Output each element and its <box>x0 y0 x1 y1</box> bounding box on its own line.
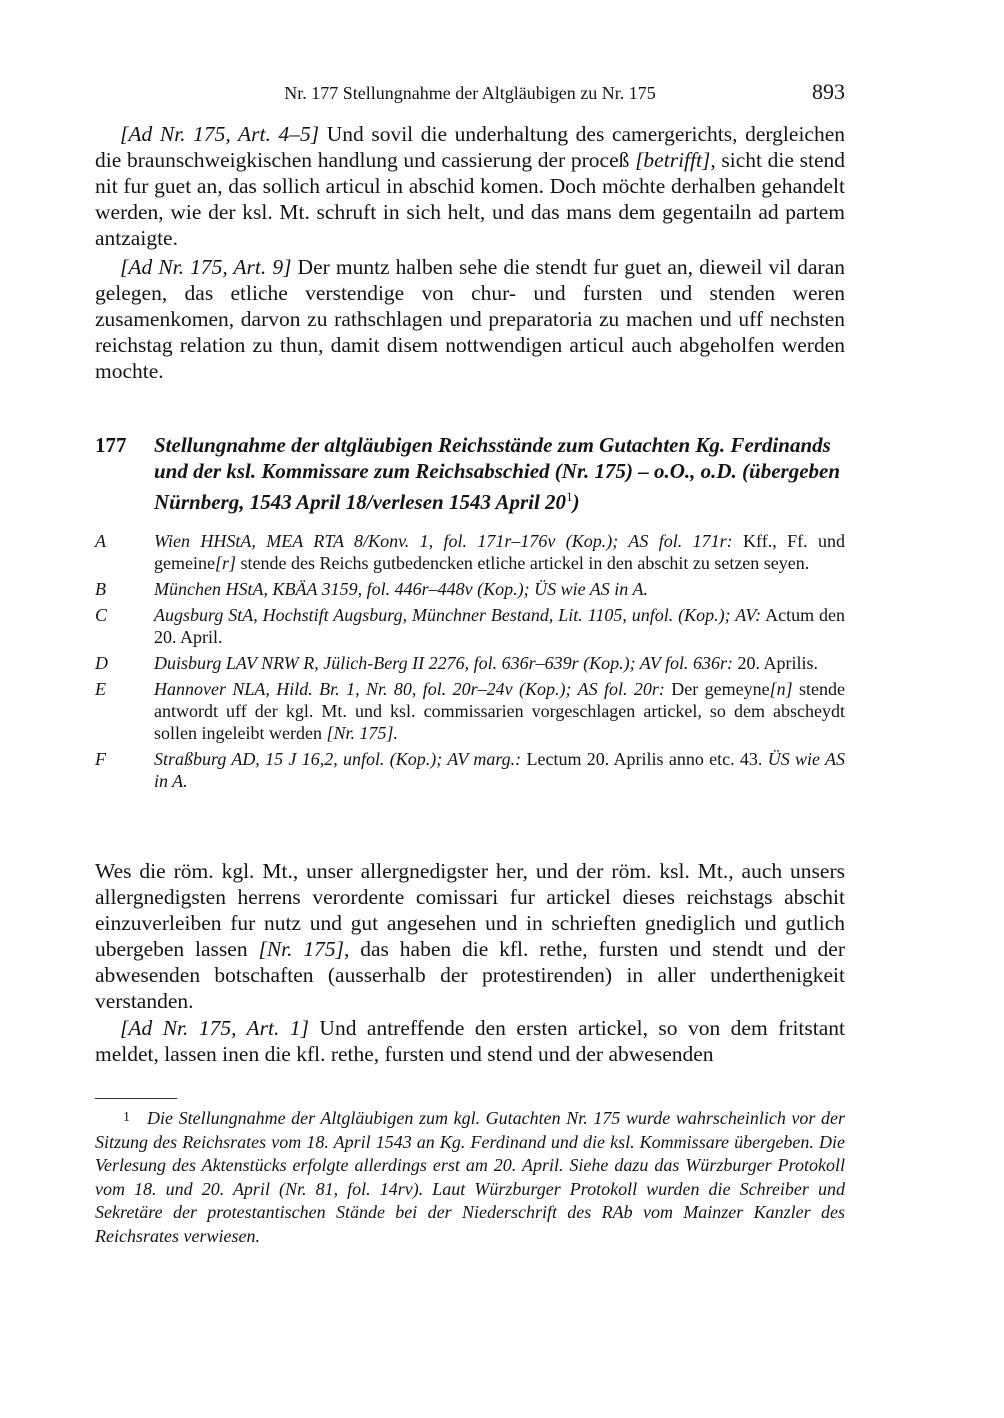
paragraph-text: Und sovil die underhaltung des camergerichts, dergleichen die braunschweigkischen handlung und cassierung der proceß <box>95 122 846 172</box>
paragraph-text: , sicht die stend nit fur guet an, das sollich articul in abschid komen. Doch möchte derhalben gehandelt werden, wie der ksl. Mt. schruft in sich helt, und das mans dem gegentailn ad partem antzaigte. <box>95 148 845 250</box>
footnote-text: Die Stellungnahme der Altgläubigen zum kgl. Gutachten Nr. 175 wurde wahrscheinlich vor der Sitzung des Reichsrates vom 18. April 1543 an Kg. Ferdinand und die ksl. Kommissare übergeben. Die Verlesung des Aktenstücks erfolgte allerdings erst am 20. April. Siehe dazu das Würzburger Protokoll vom 18. und 20. April (Nr. 81, fol. 14rv). Laut Würzburger Protokoll wurden die Schreiber und Sekretäre der protestantischen Stände bei der Niederschrift des RAb vom Mainzer Kanzler des Reichsrates verwiesen. <box>95 1108 845 1246</box>
source-siglum: B <box>95 579 106 599</box>
source-entry <box>95 652 845 674</box>
source-description: Hannover NLA, Hild. Br. 1, Nr. 80, fol. 20r–24v (Kop.); AS fol. 20r: Der gemeyne[n] stende antwordt uff der kgl. Mt. und ksl. commissarien vorgeschlagen artickel, so dem abscheydt sollen ingeleibt werden [Nr. 175]. <box>154 679 846 743</box>
running-header <box>95 79 845 109</box>
source-entry <box>95 578 845 600</box>
paragraph-art-9 <box>95 254 845 384</box>
paragraph-text: , das haben die kfl. rethe, fursten und stendt und der abwesenden botschaften (ausserhalb der protestirenden) in aller underthenigkeit verstanden. <box>95 937 846 1013</box>
paragraph-art-1 <box>95 1015 845 1067</box>
paragraph-text: Der muntz halben sehe die stendt fur guet an, dieweil vil daran gelegen, das etliche verstendige von chur- und fursten und stenden weren zusamenkomen, darvon zu rathschlagen und preparatoria zu machen und uff nechsten reichstag relation zu thun, damit disem nottwendigen articul auch abgeholfen werden mochte. <box>95 255 845 383</box>
paragraph-text: Und antreffende den ersten artickel, so von dem fritstant meldet, lassen inen die kfl. rethe, fursten und stend und der abwesenden <box>95 1016 846 1066</box>
source-description: Duisburg LAV NRW R, Jülich-Berg II 2276, fol. 636r–639r (Kop.); AV fol. 636r: 20. Aprilis. <box>154 653 819 673</box>
footnote-number: 1 <box>123 1110 130 1125</box>
source-siglum: C <box>95 605 108 625</box>
document-heading <box>95 432 845 515</box>
source-entry <box>95 604 845 648</box>
page-number: 893 <box>812 79 845 104</box>
source-siglum: D <box>95 653 108 673</box>
paragraph-text: Wes die röm. kgl. Mt., unser allergnedigster her, und der röm. ksl. Mt., auch unsers allergnedigsten herrens verordente comissari fur artickel dieses reichstags abschit einzuverleiben fur nutz und gut angesehen und in schrieften gnediglich und gutlich ubergeben lassen <box>95 859 845 961</box>
footnote-separator <box>95 1098 177 1099</box>
paragraph-art-4-5 <box>95 121 845 251</box>
source-entry <box>95 530 845 574</box>
paragraph-introduction <box>95 858 845 1014</box>
paragraph-reference: [Nr. 175] <box>258 937 345 961</box>
source-description: Augsburg StA, Hochstift Augsburg, Münchner Bestand, Lit. 1105, unfol. (Kop.); AV: Actum den 20. April. <box>154 605 845 647</box>
running-title: Nr. 177 Stellungnahme der Altgläubigen zu Nr. 175 <box>284 83 656 103</box>
source-siglum: A <box>95 531 106 551</box>
source-entry <box>95 678 845 744</box>
source-entry <box>95 748 845 792</box>
source-description: Straßburg AD, 15 J 16,2, unfol. (Kop.); AV marg.: Lectum 20. Aprilis anno etc. 43. ÜS wie AS in A. <box>154 749 846 791</box>
document-title: Stellungnahme der altgläubigen Reichsstände zum Gutachten Kg. Ferdinands und der ksl. Kommissare zum Reichsabschied (Nr. 175) – o.O., o.D. (übergeben Nürnberg, 1543 April 18/verlesen 1543 April $20^1$) <box>154 433 841 514</box>
footnote-marker: 1 <box>566 489 573 504</box>
document-number: 177 <box>95 433 127 457</box>
source-list <box>95 530 845 796</box>
source-description: Wien HHStA, MEA RTA 8/Konv. 1, fol. 171r–176v (Kop.); AS fol. 171r: Kff., Ff. und gemeine[r] stende des Reichs gutbedencken etliche artickel in den abschit zu setzen seyen. <box>154 531 845 573</box>
editorial-note: [betrifft] <box>635 148 711 172</box>
paragraph-reference: [Ad Nr. 175, Art. 4–5] <box>120 122 320 146</box>
paragraph-reference: [Ad Nr. 175, Art. 1] <box>120 1016 309 1040</box>
source-description: München HStA, KBÄA 3159, fol. 446r–448v (Kop.); ÜS wie AS in A. <box>154 579 648 599</box>
source-siglum: E <box>95 679 106 699</box>
footnote <box>95 1106 845 1248</box>
paragraph-reference: [Ad Nr. 175, Art. 9] <box>120 255 292 279</box>
source-siglum: F <box>95 749 106 769</box>
